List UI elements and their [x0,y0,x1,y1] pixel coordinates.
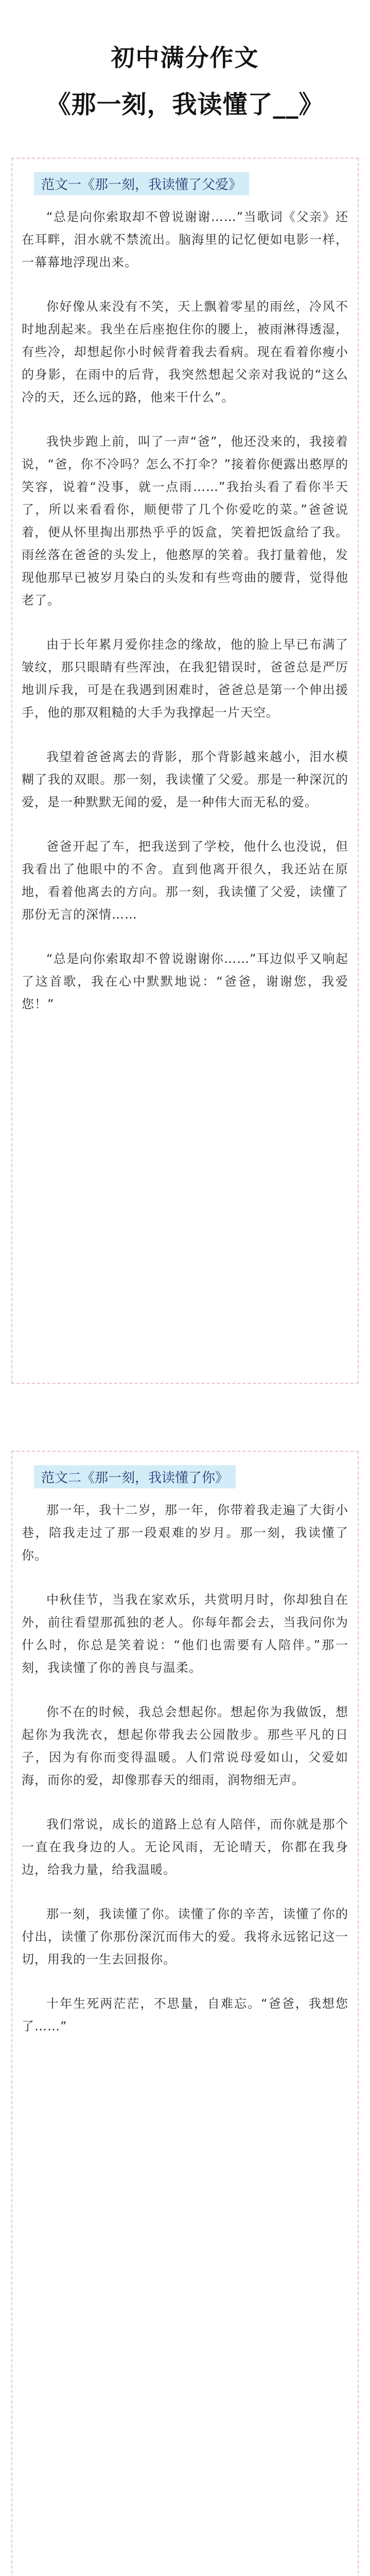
paragraph: “总是向你索取却不曾说谢谢……”当歌词《父亲》还在耳畔，泪水就不禁流出。脑海里的记忆便如电影一样，一幕幕地浮现出来。 [22,210,348,269]
page-title: 初中满分作文 [111,44,259,72]
paragraph: “总是向你索取却不曾说谢谢你……”耳边似乎又响起了这首歌，我在心中默默地说：“爸爸，谢谢您，我爱您！” [22,952,348,1011]
section-heading: 范文一《那一刻，我读懂了父爱》 [34,172,249,195]
paragraph: 那一刻，我读懂了你。读懂了你的辛苦，读懂了你的付出，读懂了你那份深沉而伟大的爱。我将永远铭记这一切，用我的一生去回报你。 [22,1907,348,1967]
paragraph: 由于长年累月爱你挂念的缘故，他的脸上早已布满了皱纹，那只眼睛有些浑浊，在我犯错误时，爸爸总是严厉地训斥我，可是在我遇到困难时，爸爸总是第一个伸出援手，他的那双粗糙的大手为我撑起一片天空。 [22,637,348,720]
essay-section-1 [11,158,359,1384]
paragraph: 那一年，我十二岁，那一年，你带着我走遍了大街小巷，陪我走过了那一段艰难的岁月。那一刻，我读懂了你。 [22,1503,348,1563]
paragraph: 十年生死两茫茫，不思量，自难忘。“爸爸，我想您了……” [22,1996,348,2033]
paragraph: 我望着爸爸离去的背影，那个背影越来越小，泪水模糊了我的双眼。那一刻，我读懂了父爱。那是一种深沉的爱，是一种默默无闻的爱，是一种伟大而无私的爱。 [22,750,348,809]
section-heading: 范文二《那一刻，我读懂了你》 [34,1465,236,1488]
essay-section-2 [11,1451,359,2576]
paragraph: 你好像从来没有不笑，天上飘着零星的雨丝，冷风不时地刮起来。我坐在后座抱住你的腰上，被雨淋得透湿，有些冷，却想起你小时候背着我去看病。现在看着你瘦小的身影，在雨中的后背，我突然想起父亲对我说的“这么冷的天，还么远的路，他来干什么”。 [22,299,348,404]
paragraph: 我们常说，成长的道路上总有人陪伴，而你就是那个一直在我身边的人。无论风雨，无论晴天，你都在我身边，给我力量，给我温暖。 [22,1817,348,1877]
page-subtitle: 《那一刻，我读懂了__》 [46,90,324,119]
paragraph: 中秋佳节，当我在家欢乐，共赏明月时，你却独自在外，前往看望那孤独的老人。你每年都会去，当我问你为什么时，你总是笑着说：“他们也需要有人陪伴。”那一刻，我读懂了你的善良与温柔。 [22,1592,348,1675]
paragraph: 爸爸开起了车，把我送到了学校，他什么也没说，但我看出了他眼中的不舍。直到他离开很久，我还站在原地，看着他离去的方向。那一刻，我读懂了父爱，读懂了那份无言的深情…… [22,839,348,922]
article [11,0,359,2576]
paragraph: 我快步跑上前，叫了一声“爸”，他还没来的，我接着说，“爸，你不冷吗？怎么不打伞？”接着你便露出憨厚的笑容，说着“没事，就一点雨……”我抬头看了看你半天了，所以来看看你，顺便带了几个你爱吃的菜。”爸爸说着，便从怀里掏出那热乎乎的饭盒，笑着把饭盒给了我。雨丝落在爸爸的头发上，他憨厚的笑着。我打量着他，发现他那早已被岁月染白的头发和有些弯曲的腰背，觉得他老了。 [22,434,348,607]
title-block [11,0,359,158]
paragraph: 你不在的时候，我总会想起你。想起你为我做饭，想起你为我洗衣，想起你带我去公园散步。那些平凡的日子，因为有你而变得温暖。人们常说母爱如山，父爱如海，而你的爱，却像那春天的细雨，润物细无声。 [22,1705,348,1787]
